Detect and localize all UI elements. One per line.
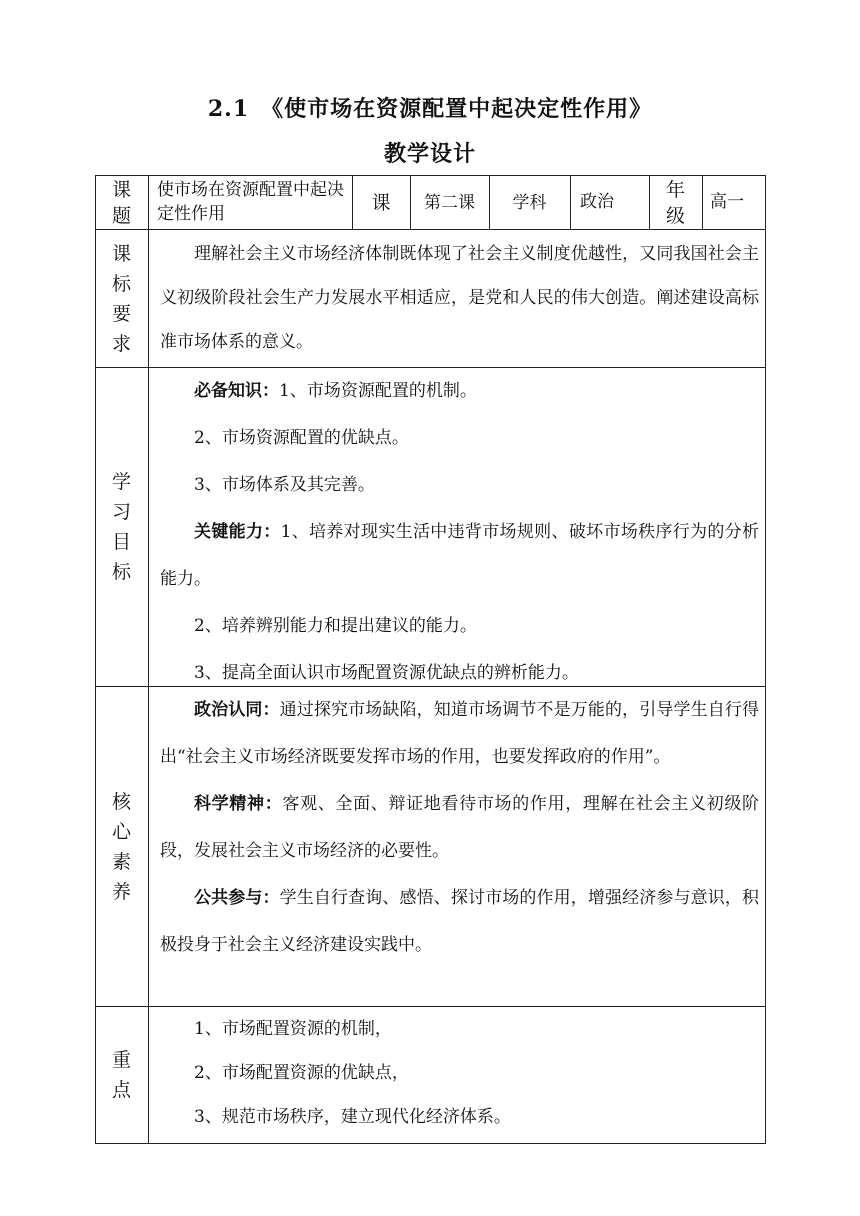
subject-label: 学科 bbox=[512, 192, 547, 213]
literacy-text bbox=[149, 687, 765, 1006]
knowledge-item: 2、市场资源配置的优缺点。 bbox=[194, 428, 409, 448]
knowledge-item: 3、市场体系及其完善。 bbox=[194, 475, 375, 495]
grade-value: 高一 bbox=[710, 192, 744, 212]
objectives-text bbox=[149, 368, 765, 686]
lesson-value: 第二课 bbox=[424, 192, 475, 213]
literacy-item-title: 政治认同： bbox=[194, 700, 280, 720]
objectives-label: 学 习 目 标 bbox=[111, 471, 131, 583]
keypoint-item: 1、市场配置资源的机制， bbox=[194, 1019, 392, 1039]
ability-item: 3、提高全面认识市场配置资源优缺点的辨析能力。 bbox=[194, 663, 579, 683]
lesson-label: 课 bbox=[371, 191, 391, 214]
subject-value: 政治 bbox=[580, 192, 614, 212]
keypoints-label: 重 点 bbox=[111, 1049, 131, 1101]
literacy-item-title: 公共参与： bbox=[194, 888, 280, 908]
ability-item: 1、培养对现实生活中违背市场规则、破坏市场秩序行为的分析能力。 bbox=[160, 522, 759, 589]
knowledge-title: 必备知识： bbox=[194, 381, 279, 401]
literacy-item-title: 科学精神： bbox=[194, 794, 283, 814]
literacy-item-text: 通过探究市场缺陷，知道市场调节不是万能的，引导学生自行得出“社会主义市场经济既要发挥市场的作用，也要发挥政府的作用”。 bbox=[160, 700, 759, 767]
standard-label: 课 标 要 求 bbox=[111, 242, 131, 355]
knowledge-item: 1、市场资源配置的机制。 bbox=[279, 381, 477, 401]
topic-label: 课 题 bbox=[111, 178, 131, 227]
standard-text: 理解社会主义市场经济体制既体现了社会主义制度优越性，又同我国社会主义初级阶段社会生产力发展水平相适应，是党和人民的伟大创造。阐述建设高标准市场体系的意义。 bbox=[160, 244, 759, 352]
ability-item: 2、培养辨别能力和提出建议的能力。 bbox=[194, 616, 477, 636]
document-subtitle: 教学设计 bbox=[383, 141, 476, 167]
literacy-label: 核 心 素 养 bbox=[111, 790, 131, 903]
literacy-item-text: 学生自行查询、感悟、探讨市场的作用，增强经济参与意识，积极投身于社会主义经济建设实践中。 bbox=[160, 888, 759, 955]
keypoint-item: 2、市场配置资源的优缺点， bbox=[194, 1063, 409, 1083]
keypoint-item: 3、规范市场秩序，建立现代化经济体系。 bbox=[194, 1107, 511, 1127]
keypoints-text bbox=[149, 1007, 765, 1143]
literacy-item-text: 客观、全面、辩证地看待市场的作用，理解在社会主义初级阶段，发展社会主义市场经济的必要性。 bbox=[160, 794, 760, 861]
document-title: 2.1 《使市场在资源配置中起决定性作用》 bbox=[207, 96, 653, 122]
topic-value: 使市场在资源配置中起决定性作用 bbox=[157, 180, 344, 224]
grade-label: 年 级 bbox=[665, 178, 685, 227]
ability-title: 关键能力： bbox=[194, 522, 281, 542]
